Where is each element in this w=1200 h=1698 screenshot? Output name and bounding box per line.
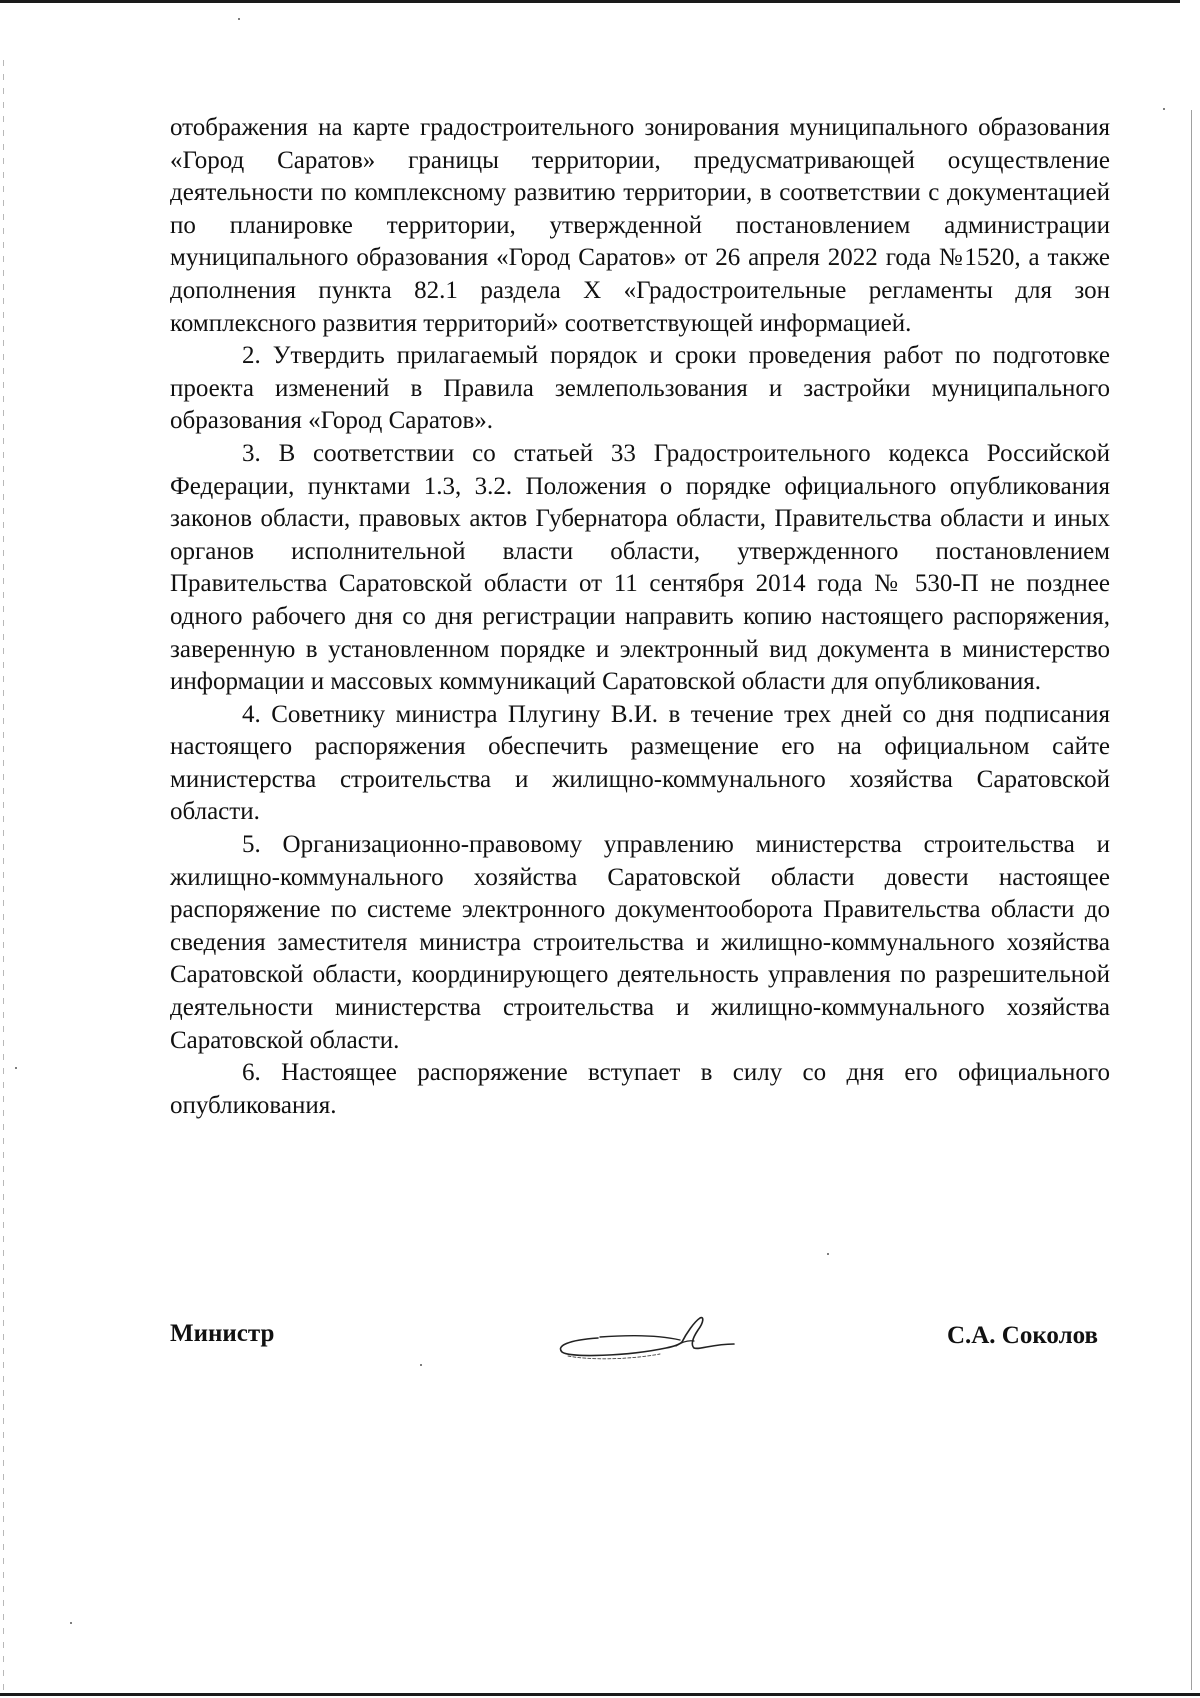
scan-speck: [1163, 108, 1165, 110]
scan-speck: [827, 1253, 829, 1255]
paragraph-4: 4. Советнику министра Плугину В.И. в течение трех дней со дня подписания настоящего распоряжения обеспечить размещение его на официальном сайте министерства строительства и жилищно-коммунального хозяйства Саратовской области.: [170, 700, 1110, 826]
scan-bottom-edge: [0, 1693, 1200, 1696]
signatory-name: С.А. Соколов: [946, 1322, 1098, 1349]
paragraph-1-continuation: отображения на карте градостроительного зонирования муниципального образования «Город Саратов» границы территории, предусматривающей осуществление деятельности по комплексному развитию территории, в соответствии с документацией по планировке территории, утвержденной постановлением администрации муниципального образования «Город Саратов» от 26 апреля 2022 года №1520, а также дополнения пункта 82.1 раздела X «Градостроительные регламенты для зон комплексного развития территорий» соответствующей информацией.: [170, 114, 1110, 337]
paragraph-3: 3. В соответствии со статьей 33 Градостроительного кодекса Российской Федерации, пунктами 1.3, 3.2. Положения о порядке официального опубликования законов области, правовых актов Губернатора области, Правительства области и иных органов исполнительной власти области, утвержденного постановлением Правительства Саратовской области от 11 сентября 2014 года № 530-П не позднее одного рабочего дня со дня регистрации направить копию настоящего распоряжения, заверенную в установленном порядке и электронный вид документа в министерство информации и массовых коммуникаций Саратовской области для опубликования.: [170, 439, 1110, 696]
scan-left-edge: [3, 60, 4, 1690]
scan-speck: [238, 18, 240, 20]
document-body: [170, 112, 1110, 1122]
paragraph-5: 5. Организационно-правовому управлению министерства строительства и жилищно-коммунального хозяйства Саратовской области довести настоящее распоряжение по системе электронного документооборота Правительства области до сведения заместителя министра строительства и жилищно-коммунального хозяйства Саратовской области, координирующего деятельность управления по разрешительной деятельности министерства строительства и жилищно-коммунального хозяйства Саратовской области.: [170, 831, 1110, 1054]
paragraph-2: 2. Утвердить прилагаемый порядок и сроки проведения работ по подготовке проекта изменений в Правила землепользования и застройки муниципального образования «Город Саратов».: [170, 342, 1110, 435]
scan-right-edge: [1191, 110, 1192, 1690]
handwritten-signature: [548, 1310, 738, 1364]
signature-block: [170, 1318, 1098, 1368]
paragraph-6: 6. Настоящее распоряжение вступает в силу со дня его официального опубликования.: [170, 1059, 1110, 1119]
scan-speck: [70, 1622, 72, 1624]
scan-speck: [15, 1067, 17, 1069]
scan-top-edge: [0, 0, 1180, 3]
signatory-title: Министр: [170, 1320, 275, 1347]
